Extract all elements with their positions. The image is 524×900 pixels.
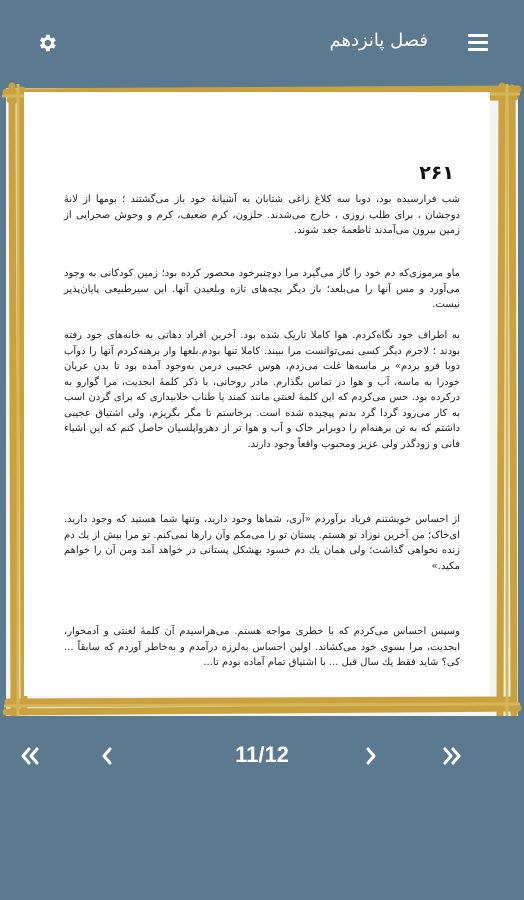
hamburger-menu-icon[interactable] (468, 34, 488, 52)
paragraph: وسپس احساس می‌کردم که با خطری مواجه هستم. می‌هراسیدم آن کلمهٔ لعنتی و آدمخوار، ابجدیت، مرا بسوی خود می‌کشاند. اولین احساس به‌لرزه درآمدم و به‌خاطر آوردم که سابقاً ... کی؟ شاید فقط یك سال قبل ... با اشتیاق تمام آماده بودم تا... (64, 626, 460, 668)
double-chevron-right-icon[interactable] (442, 744, 462, 772)
chapter-title: فصل پانزدهم (329, 30, 428, 51)
bottom-navigation-bar (0, 716, 524, 900)
paragraph: ماو مرموزی‌که دم خود را گاز می‌گیرد مرا دوچنبرخود محصور کرده بود؛ زمین کودکانی به وجود می‌آورد و مس آنها را می‌بلعد؛ باز دیگر بچه‌های تازه وبلعیدن آنها. این سیرطبیعی پایان‌پذیر نیست. (64, 268, 460, 310)
paragraph: از احساس خویشتنم فریاد برآوردم «آری، شماها وجود دارید، وتنها شما هستید که وجود دارید. ای‌خاک؛ من آخرین نوزاد تو هستم. پستان تو را می‌مکم وآن رارها نمی‌کنم. تو مرا بیش از یك دم زنده نخواهی گذاشت؛ ولی همان یك دم خسود بهشکل پستانی در خواهد آمد ومن آن را خواهم مکید.» (64, 514, 460, 572)
book-page (24, 92, 490, 696)
page-counter: 11/12 (235, 742, 289, 767)
paragraph: به اطراف خود نگاه‌کردم. هوا کاملا تاریک شده بود. آخرین افراد دهاتی به خانه‌های خود رفته بودند ؛ لاجرم دیگر کسی نمی‌توانست مرا ببیند. کاملا تنها بودم.بلعها وار برهنه‌کردم آنها را دوآب دوبا فرو بردم» ‌بر ماسه‌ها غلت می‌زدم، هوس عجیبی درمن به‌وجود آمده بود تا بدن عریان خودرا به ماسه، آب و هوا در تماس بگذارم. مادر روحانی، با ذکر کلمهٔ ابجدیت، مرا گوارو به درکرده بود. حس می‌کردم که این کلمهٔ لعنتی مانند کمند یا طناب خلابیداری که برای گردن اسب به کار می‌رود گردا گرد بدنم پیچیده شده است. برخاستم تا مگر بگریزم، ولی اشتیاق عجیبی داشتم که به تن برهنه‌ام را دوبرابر خاک و آب و هوا تر از دهرواپلسیان حاصل کنم که این اشیاء فانی و زودگذر ولی عزیز ومحبوب واقعاً وجود دارند. (64, 330, 460, 450)
top-bar (0, 0, 524, 88)
paragraph: شب فرارسیده بود، دوبا سه کلاغ زاغی شتابان به آشیانهٔ خود باز می‌گشتند ؛ بومها از لانهٔ دوجشان ، برای طلب روزی ، خارج می‌شدند. حلزون، کرم ضعیف، کرم و وحوش صحرایی از زمین بیرون می‌آمدند تاطعمهٔ جغد شوند. (64, 194, 460, 236)
chevron-right-icon[interactable] (364, 744, 378, 772)
page-number: ۲۶۱ (419, 162, 454, 184)
gear-icon[interactable] (36, 32, 58, 54)
